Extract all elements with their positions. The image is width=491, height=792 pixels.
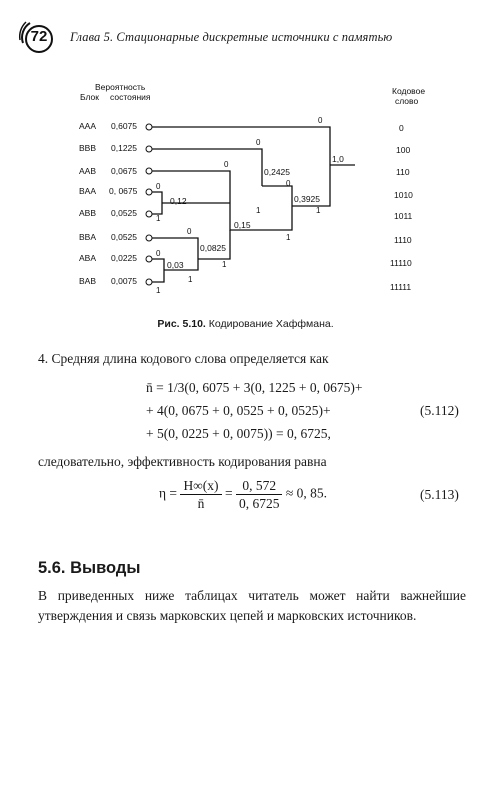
section-title: 5.6. Выводы — [38, 559, 141, 577]
row-code: 1010 — [394, 190, 413, 200]
equation-5-112-line-2: + 4(0, 0675 + 0, 0525 + 0, 0525)+ — [146, 403, 331, 418]
row-prob: 0,0525 — [111, 232, 137, 242]
bit-label: 1 — [256, 206, 261, 215]
equation-number: (5.113) — [420, 487, 459, 502]
node-label: 0,12 — [170, 196, 187, 206]
row-prob: 0,0075 — [111, 276, 137, 286]
col-header-code-2: слово — [395, 96, 419, 106]
row-code: 11111 — [390, 282, 412, 292]
row-code: 110 — [396, 167, 410, 177]
bit-label: 0 — [318, 116, 323, 125]
col-header-prob-2: состояния — [110, 92, 151, 102]
row-block: ABA — [79, 253, 97, 263]
col-header-block: Блок — [80, 92, 99, 102]
leaf-node — [146, 146, 152, 152]
equation-number: (5.112) — [420, 403, 459, 418]
leaf-node — [146, 235, 152, 241]
row-prob: 0,1225 — [111, 143, 137, 153]
fraction-numerator: 0, 572 — [236, 477, 283, 495]
row-prob: 0,0525 — [111, 208, 137, 218]
efficiency-intro: следовательно, эффективность кодирования равна — [38, 454, 327, 469]
bit-label: 1 — [156, 214, 161, 223]
node-label: 0,3925 — [294, 194, 320, 204]
node-label: 1,0 — [332, 154, 344, 164]
fraction-entropy — [180, 477, 221, 512]
item-4-text: 4. Средняя длина кодового слова определяется как — [38, 351, 329, 366]
bit-label: 0 — [256, 138, 261, 147]
row-block: BBA — [79, 232, 97, 242]
row-prob: 0,0675 — [111, 166, 137, 176]
bit-label: 1 — [286, 233, 291, 242]
bit-label: 0 — [156, 249, 161, 258]
leaf-node — [146, 211, 152, 217]
bit-label: 1 — [156, 286, 161, 295]
col-header-code-1: Кодовое — [392, 86, 426, 96]
equation-5-112-line-3: + 5(0, 0225 + 0, 0075)) = 0, 6725, — [146, 426, 331, 441]
figure-caption-text: Кодирование Хаффмана. — [208, 318, 334, 330]
fraction-numerator: H∞(x) — [180, 477, 221, 495]
leaf-node — [146, 189, 152, 195]
figure-caption-label: Рис. 5.10. — [157, 318, 206, 330]
equation-5-113 — [159, 477, 327, 512]
bit-label: 0 — [224, 160, 229, 169]
row-code: 100 — [396, 145, 411, 155]
bit-label: 0 — [187, 227, 192, 236]
bit-label: 1 — [316, 206, 321, 215]
leaf-node — [146, 279, 152, 285]
row-block: AAA — [79, 121, 97, 131]
row-prob: 0,6075 — [111, 121, 137, 131]
row-code: 1011 — [394, 211, 413, 221]
row-prob: 0, 0675 — [109, 186, 138, 196]
approx-result: ≈ 0, 85. — [285, 485, 327, 501]
equals-sign: = — [224, 485, 233, 501]
node-label: 0,0825 — [200, 243, 226, 253]
running-title: Глава 5. Стационарные дискретные источники с памятью — [70, 30, 393, 44]
leaf-node — [146, 256, 152, 262]
fraction-denominator: n̄ — [197, 496, 205, 511]
fraction-values — [236, 477, 283, 512]
bit-label: 1 — [188, 275, 193, 284]
fraction-denominator: 0, 6725 — [238, 496, 280, 511]
row-block: ABB — [79, 208, 97, 218]
page-number: 72 — [30, 28, 48, 45]
row-prob: 0,0225 — [111, 253, 137, 263]
row-block: BAB — [79, 276, 97, 286]
row-block: AAB — [79, 166, 97, 176]
row-block: BBB — [79, 143, 97, 153]
row-code: 0 — [399, 123, 404, 133]
bit-label: 0 — [286, 179, 291, 188]
leaf-node — [146, 124, 152, 130]
bit-label: 1 — [222, 260, 227, 269]
row-block: BAA — [79, 186, 97, 196]
node-label: 0,2425 — [264, 167, 290, 177]
eta-lhs: η = — [159, 485, 178, 501]
node-label: 0,15 — [234, 220, 251, 230]
bit-label: 0 — [156, 182, 161, 191]
col-header-prob-1: Вероятность — [95, 82, 146, 92]
conclusion-paragraph: В приведенных ниже таблицах читатель может найти важнейшие утверждения и связь марковских цепей и марковских источников. — [38, 588, 466, 623]
equation-5-112-line-1: n̄ = 1/3(0, 6075 + 3(0, 1225 + 0, 0675)+ — [146, 380, 363, 395]
row-code: 1110 — [394, 235, 412, 245]
node-label: 0,03 — [167, 260, 184, 270]
figure-caption — [0, 318, 491, 330]
huffman-tree-figure — [0, 0, 491, 312]
leaf-node — [146, 168, 152, 174]
row-code: 11110 — [390, 258, 412, 268]
